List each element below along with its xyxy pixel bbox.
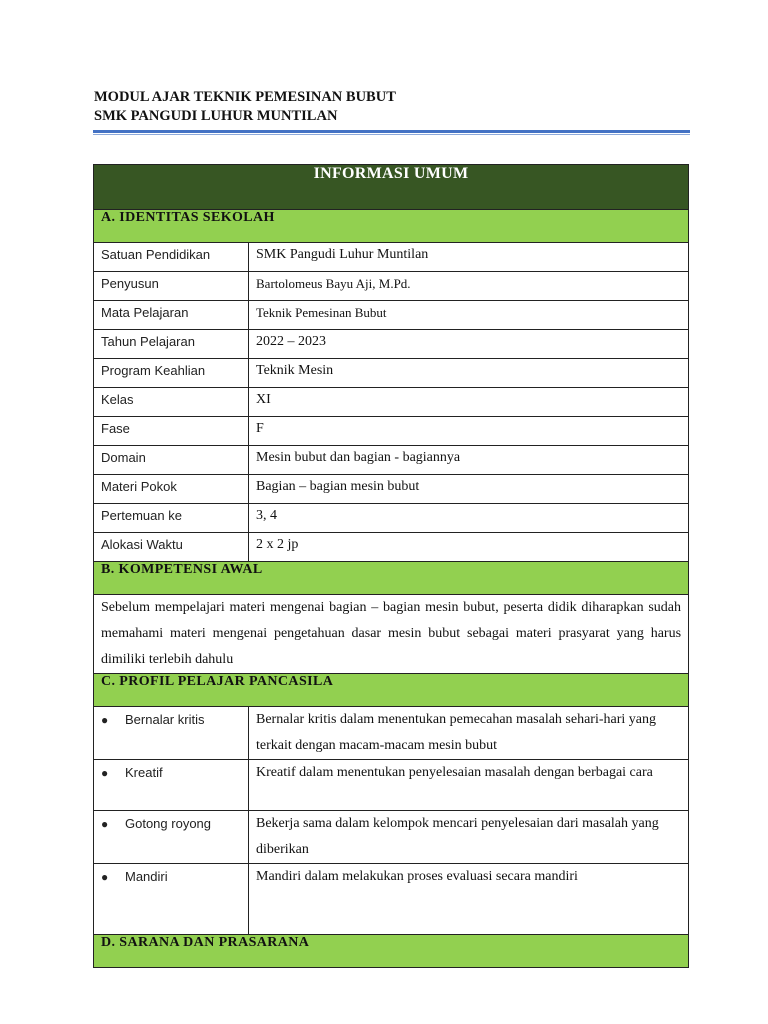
row-value: Teknik Pemesinan Bubut: [249, 301, 689, 330]
table-row: [94, 330, 689, 359]
profil-value: Mandiri dalam melakukan proses evaluasi secara mandiri: [249, 864, 689, 935]
row-value: F: [249, 417, 689, 446]
row-value: 2 x 2 jp: [249, 533, 689, 562]
row-label: Domain: [94, 446, 249, 475]
row-label: Penyusun: [94, 272, 249, 301]
kompetensi-awal-cell: [94, 595, 689, 674]
table-row: [94, 359, 689, 388]
bullet-icon: ●: [101, 817, 109, 831]
table-title: INFORMASI UMUM: [94, 165, 689, 210]
row-label: Satuan Pendidikan: [94, 243, 249, 272]
header-rule-thin: [93, 134, 690, 135]
list-item: [94, 811, 689, 864]
section-kompetensi-awal: B. KOMPETENSI AWAL: [94, 562, 689, 595]
profil-label: Bernalar kritis: [125, 712, 205, 727]
section-profil-pelajar-pancasila: C. PROFIL PELAJAR PANCASILA: [94, 674, 689, 707]
row-label: Kelas: [94, 388, 249, 417]
bullet-icon: ●: [101, 870, 109, 884]
header-title: MODUL AJAR TEKNIK PEMESINAN BUBUT: [94, 89, 396, 105]
row-label: Mata Pelajaran: [94, 301, 249, 330]
document-header: [94, 88, 396, 126]
profil-label-cell: [94, 760, 249, 811]
profil-value: Bernalar kritis dalam menentukan pemecahan masalah sehari-hari yang terkait dengan macam-macam mesin bubut: [249, 707, 689, 760]
table-row: [94, 475, 689, 504]
bullet-icon: ●: [101, 713, 109, 727]
row-label: Tahun Pelajaran: [94, 330, 249, 359]
list-item: [94, 864, 689, 935]
row-label: Fase: [94, 417, 249, 446]
table-row: [94, 272, 689, 301]
informasi-umum-table: [93, 164, 689, 968]
table-row: [94, 533, 689, 562]
row-value: Teknik Mesin: [249, 359, 689, 388]
row-value: Mesin bubut dan bagian - bagiannya: [249, 446, 689, 475]
list-item: [94, 707, 689, 760]
profil-label-cell: [94, 864, 249, 935]
table-row: [94, 446, 689, 475]
section-sarana-prasarana: D. SARANA DAN PRASARANA: [94, 935, 689, 968]
row-value: XI: [249, 388, 689, 417]
profil-value: Kreatif dalam menentukan penyelesaian masalah dengan berbagai cara: [249, 760, 689, 811]
row-value: Bagian – bagian mesin bubut: [249, 475, 689, 504]
list-item: [94, 760, 689, 811]
row-value: SMK Pangudi Luhur Muntilan: [249, 243, 689, 272]
table-row: [94, 388, 689, 417]
row-value: 2022 – 2023: [249, 330, 689, 359]
header-rule: [93, 130, 690, 133]
table-row: [94, 243, 689, 272]
table-row: [94, 301, 689, 330]
row-label: Pertemuan ke: [94, 504, 249, 533]
profil-label-cell: [94, 707, 249, 760]
row-label: Materi Pokok: [94, 475, 249, 504]
profil-label: Mandiri: [125, 869, 168, 884]
section-identitas-sekolah: A. IDENTITAS SEKOLAH: [94, 210, 689, 243]
profil-label: Gotong royong: [125, 816, 212, 831]
table-row: [94, 504, 689, 533]
kompetensi-awal-text: Sebelum mempelajari materi mengenai bagian – bagian mesin bubut, peserta didik diharapkan sudah memahami materi mengenai pengetahuan dasar mesin bubut sebagai materi prasyarat yang harus dimiliki terlebih dahulu: [101, 600, 682, 667]
bullet-icon: ●: [101, 766, 109, 780]
row-label: Program Keahlian: [94, 359, 249, 388]
row-value: 3, 4: [249, 504, 689, 533]
profil-label-cell: [94, 811, 249, 864]
row-label: Alokasi Waktu: [94, 533, 249, 562]
row-value: Bartolomeus Bayu Aji, M.Pd.: [249, 272, 689, 301]
profil-value: Bekerja sama dalam kelompok mencari penyelesaian dari masalah yang diberikan: [249, 811, 689, 864]
profil-label: Kreatif: [125, 765, 163, 780]
table-row: [94, 417, 689, 446]
header-school: SMK PANGUDI LUHUR MUNTILAN: [94, 108, 338, 124]
